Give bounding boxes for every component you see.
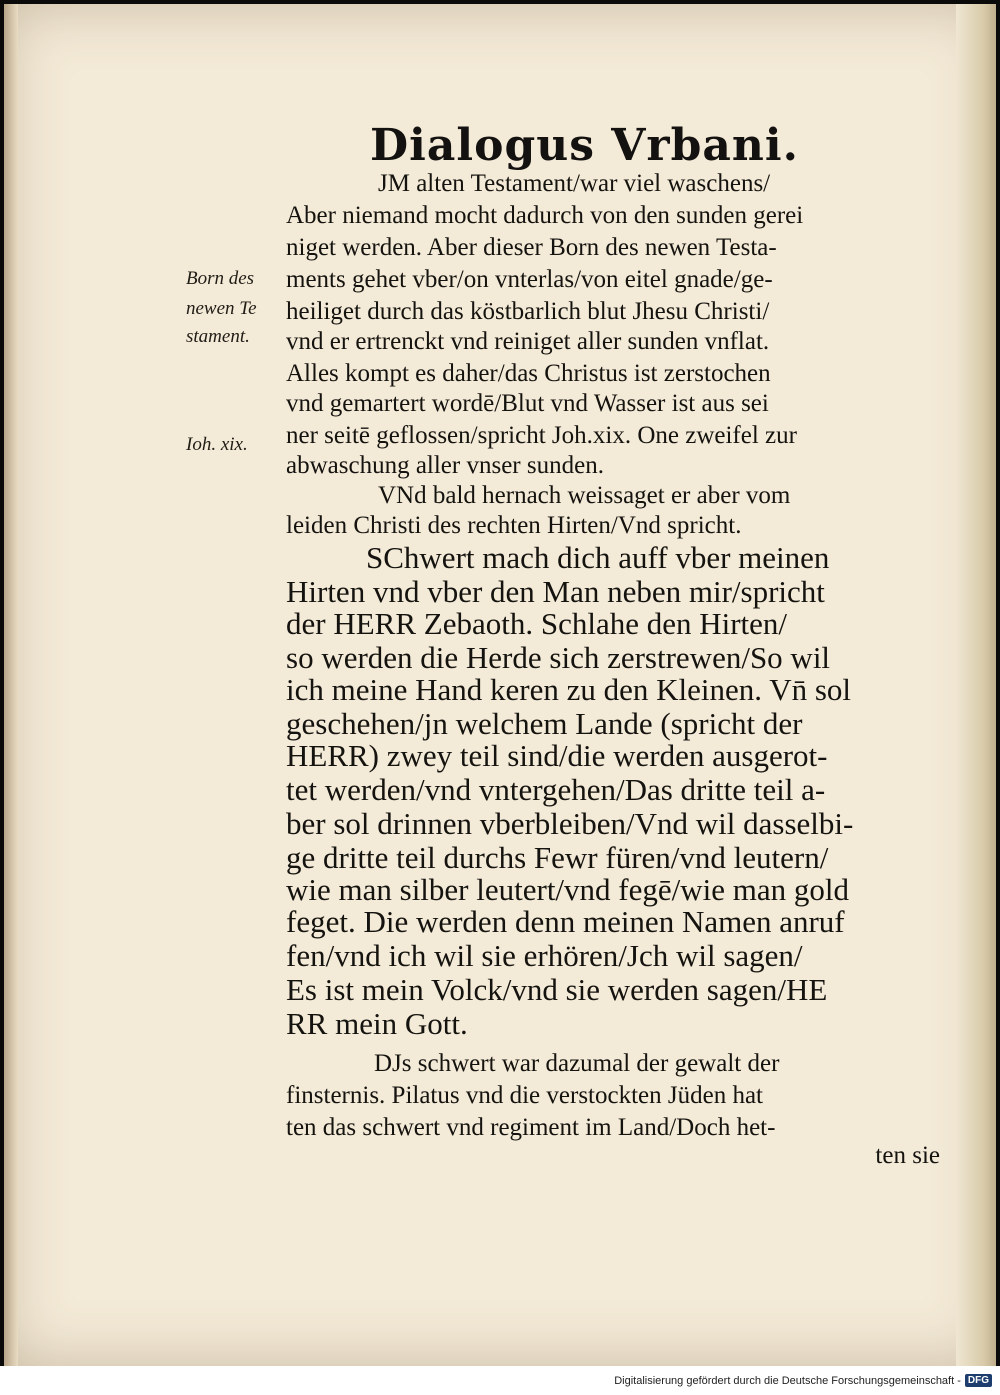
- text-line: leiden Christi des rechten Hirten/Vnd spricht.: [286, 512, 742, 539]
- credit-text: Digitalisierung gefördert durch die Deutsche Forschungsgemeinschaft -: [614, 1374, 961, 1387]
- text-line: ich meine Hand keren zu den Kleinen. Vn̄ sol: [286, 672, 852, 707]
- text-line: geschehen/jn welchem Lande (spricht der: [286, 706, 803, 741]
- text-line: VNd bald hernach weissaget er aber vom: [378, 482, 791, 509]
- margin-note: Born des: [186, 268, 255, 289]
- text-line: JM alten Testament/war viel waschens/: [378, 170, 771, 197]
- text-line: der HERR Zebaoth. Schlahe den Hirten/: [286, 606, 788, 641]
- catchword: ten sie: [875, 1142, 940, 1169]
- text-line: ten das schwert vnd regiment im Land/Doch het-: [286, 1114, 776, 1141]
- text-line: finsternis. Pilatus vnd die verstockten Jüden hat: [286, 1082, 764, 1109]
- digitization-credit: [614, 1374, 992, 1387]
- text-line: wie man silber leutert/vnd fegē/wie man gold: [286, 872, 849, 907]
- page-title: Dialogus Vrbani.: [370, 120, 799, 171]
- text-line: DJs schwert war dazumal der gewalt der: [374, 1050, 780, 1077]
- text-line: feget. Die werden denn meinen Namen anruf: [286, 904, 845, 939]
- page-edge-left: [4, 4, 18, 1366]
- text-line: niget werden. Aber dieser Born des newen Testa-: [286, 234, 777, 261]
- text-line: so werden die Herde sich zerstrewen/So wil: [286, 640, 831, 675]
- text-line: HERR) zwey teil sind/die werden ausgerot-: [286, 738, 828, 773]
- margin-note: stament.: [186, 326, 250, 347]
- page-edge-right: [956, 4, 996, 1366]
- text-line: ner seitē geflossen/spricht Joh.xix. One zweifel zur: [286, 422, 797, 449]
- dfg-logo-icon: DFG: [965, 1374, 992, 1387]
- text-line: abwaschung aller vnser sunden.: [286, 452, 604, 479]
- text-line: ge dritte teil durchs Fewr füren/vnd leutern/: [286, 840, 829, 875]
- text-line: Alles kompt es daher/das Christus ist zerstochen: [286, 360, 771, 387]
- margin-note: Ioh. xix.: [186, 434, 248, 455]
- text-line: Es ist mein Volck/vnd sie werden sagen/HE: [286, 972, 828, 1007]
- text-line: heiliget durch das köstbarlich blut Jhesu Christi/: [286, 298, 770, 325]
- text-line: vnd er ertrenckt vnd reiniget aller sunden vnflat.: [286, 328, 770, 355]
- text-line: vnd gemartert wordē/Blut vnd Wasser ist aus sei: [286, 390, 769, 417]
- text-line: tet werden/vnd vntergehen/Das dritte teil a-: [286, 772, 826, 807]
- text-line: ments gehet vber/on vnterlas/von eitel gnade/ge-: [286, 266, 773, 293]
- text-line: SChwert mach dich auff vber meinen: [366, 540, 830, 575]
- margin-note: newen Te: [186, 298, 257, 319]
- text-line: ber sol drinnen vberbleiben/Vnd wil dasselbi-: [286, 806, 854, 841]
- text-line: Aber niemand mocht dadurch von den sunden gerei: [286, 202, 804, 229]
- text-line: Hirten vnd vber den Man neben mir/spricht: [286, 574, 825, 609]
- text-line: fen/vnd ich wil sie erhören/Jch wil sagen/: [286, 938, 803, 973]
- text-line: RR mein Gott.: [286, 1006, 468, 1041]
